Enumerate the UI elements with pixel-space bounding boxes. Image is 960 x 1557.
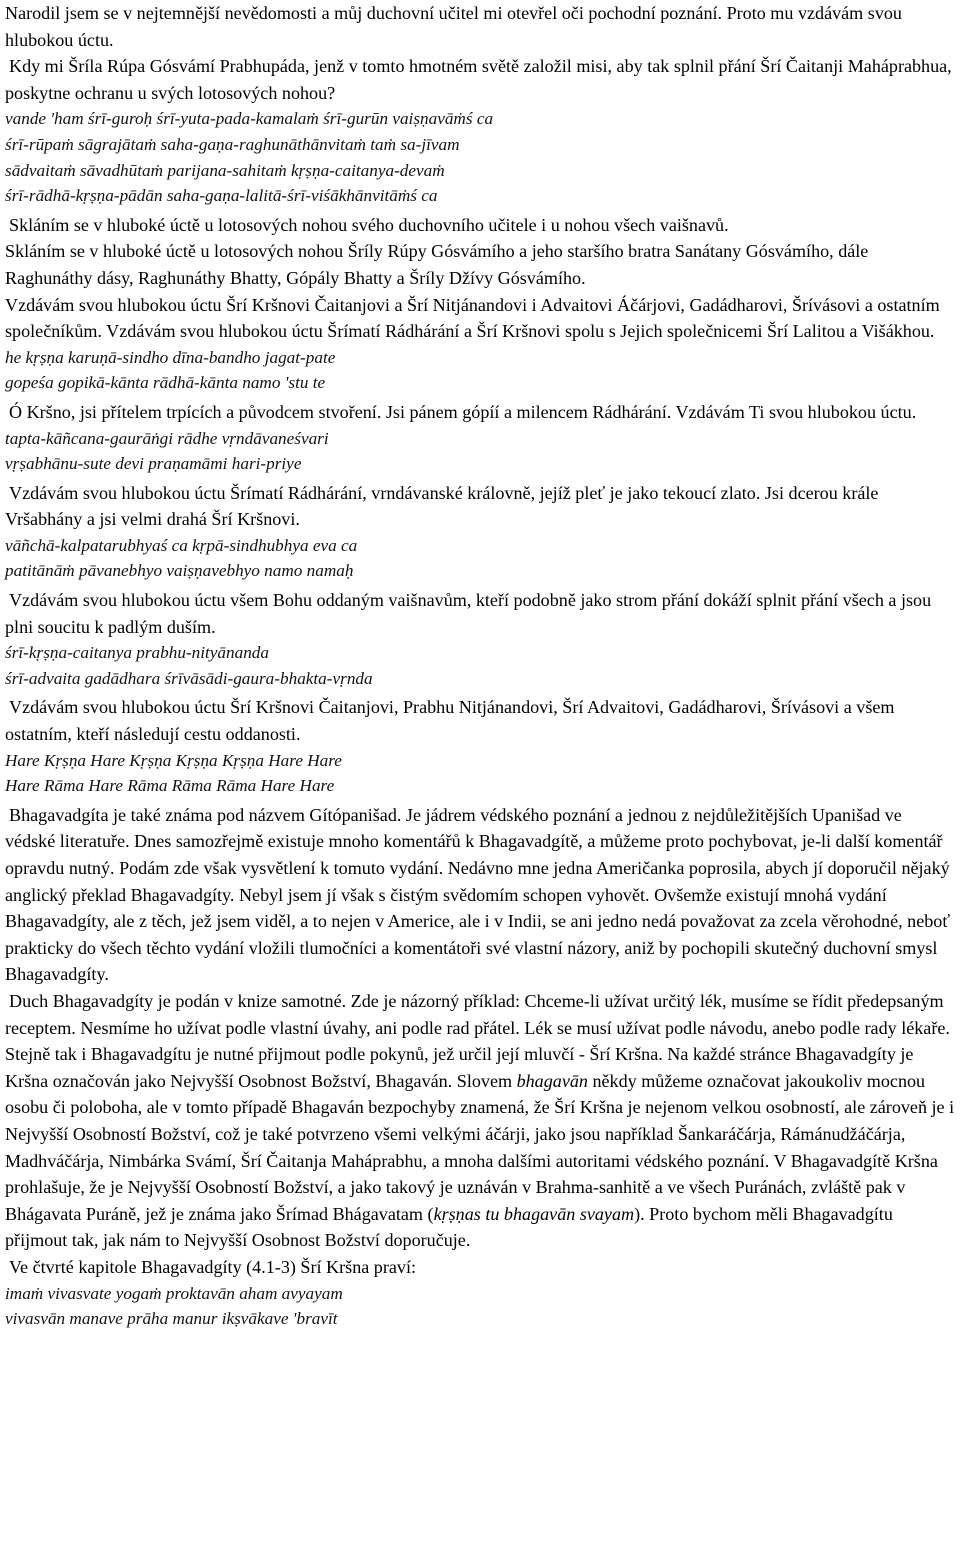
verse-line: sādvaitaṁ sāvadhūtaṁ parijana-sahitaṁ kṛṣṇa-caitanya-devaṁ (5, 160, 445, 180)
verse-imam-vivasvate (5, 1281, 956, 1332)
verse-line: Hare Rāma Hare Rāma Rāma Rāma Hare Hare (5, 776, 335, 796)
verse-line: vāñchā-kalpatarubhyaś ca kṛpā-sindhubhya eva ca (5, 535, 358, 555)
verse-line: tapta-kāñcana-gaurāṅgi rādhe vṛndāvaneśvari (5, 428, 329, 448)
verse-line: śrī-kṛṣṇa-caitanya prabhu-nityānanda (5, 643, 269, 663)
text-run: ). Proto bychom měli Bhagavadgítu přijmout tak, jak nám to Nejvyšší Osobnost Božství doporučuje. (5, 1203, 893, 1251)
verse-line: śrī-advaita gadādhara śrīvāsādi-gaura-bhakta-vṛnda (5, 668, 373, 688)
paragraph-spiritual-master: Skláním se v hluboké úctě u lotosových nohou svého duchovního učitele i u nohou všech vaišnavů. (9, 214, 729, 235)
paragraph-vaishnavas: Vzdávám svou hlubokou úctu všem Bohu oddaným vaišnavům, kteří podobně jako strom přání dokáží splnit přání všech a jsou plni soucitu k padlým duším. (5, 590, 932, 637)
italic-term: kṛṣṇas tu bhagavān svayam (433, 1203, 635, 1224)
paragraph-panca-tattva: Vzdávám svou hlubokou úctu Šrí Kršnovi Čaitanjovi, Prabhu Nitjánandovi, Šrí Advaitovi, Gadádharovi, Šrívásovi a všem ostatním, kteří následují cestu oddanosti. (5, 697, 895, 745)
text-run: někdy můžeme označovat jakoukoliv mocnou osobu či poloboha, ale v tomto případě Bhagaván bezpochyby znamená, že Šrí Kršna je nejenom velkou osobností, ale zároveň je i Nejvyšší Osobností Božství, což je také potvrzeno všemi velkými áčárji, jako jsou například Šankaráčárja, Rámánudžáčárja, Madhváčárja, Nimbárka Svámí, Šrí Čaitanja Maháprabhu, a mnoha dalšími autoritami védského poznání. V Bhagavadgítě Kršna prohlašuje, že je Nejvyšší Osobností Božství, a jako takový je uznáván v Brahma-sanhitě a ve všech Puránách, zvláště pak v Bhágavata Puráně, jež je známa jako Šrímad Bhágavatam ( (5, 1070, 955, 1224)
verse-line: śrī-rādhā-kṛṣṇa-pādān saha-gaṇa-lalitā-śrī-viśākhānvitāṁś ca (5, 186, 438, 206)
verse-line: imaṁ vivasvate yogaṁ proktavān aham avyayam (5, 1283, 343, 1303)
paragraph-spirit-of-gita (5, 988, 956, 1254)
verse-line: patitānāṁ pāvanebhyo vaiṣṇavebhyo namo namaḥ (5, 561, 354, 581)
text-run: Duch Bhagavadgíty je podán v knize samotné. Zde je názorný příklad: Chceme-li užívat určitý lék, musíme se řídit předepsaným receptem. Nesmíme ho užívat podle vlastní úvahy, ani podle rad přátel. Lék se musí užívat podle návodu, anebo podle rady lékaře. Stejně tak i Bhagavadgítu je nutné přijmout podle pokynů, jež určil její mluvčí - Šrí Kršna. Na každé stránce Bhagavadgíty je Kršna označován jako Nejvyšší Osobnost Božství, Bhagaván. Slovem (5, 990, 950, 1091)
verse-sri-krsna-caitanya (5, 640, 956, 691)
paragraph-goswamis: Skláním se v hluboké úctě u lotosových nohou Šríly Rúpy Gósvámího a jeho staršího bratra Sanátany Gósvámího, dále Raghunáthy dásy, Raghunáthy Bhatty, Gópály Bhatty a Šríly Džívy Gósvámího. (5, 241, 869, 288)
paragraph-rupa-goswami: Kdy mi Šríla Rúpa Gósvámí Prabhupáda, jenž v tomto hmotném světě založil misi, aby tak splnil přání Šrí Čaitanji Maháprabhua, poskytne ochranu u svých lotosových nohou? (5, 56, 952, 103)
italic-term: bhagavān (516, 1070, 588, 1091)
paragraph-gitopanisad: Bhagavadgíta je také známa pod názvem Gítópanišad. Je jádrem védského poznání a jednou z nejdůležitějších Upanišad ve védské literatuře. Dnes samozřejmě existuje mnoho komentářů k Bhagavadgítě, a můžeme proto pochybovat, je-li další komentář opravdu nutný. Podám zde však vysvětlení k tomuto vydání. Nedávno mne jedna Američanka poprosila, abych jí doporučil nějaký anglický překlad Bhagavadgíty. Nebyl jsem jí však s čistým svědomím schopen vyhovět. Ovšemže existují mnohá vydání Bhagavadgíty, ale z těch, jež jsem viděl, a to nejen v Americe, ale i v Indii, se ani jedno nedá považovat za zcela věrohodné, neboť prakticky do všech těchto vydání vložili tlumočníci a komentátoři své vlastní názory, aniž by pochopili skutečný duchovní smysl Bhagavadgíty. (5, 804, 951, 985)
verse-tapta-kancana (5, 426, 956, 477)
verse-line: vande 'ham śrī-guroḥ śrī-yuta-pada-kamalaṁ śrī-gurūn vaiṣṇavāṁś ca (5, 109, 494, 129)
verse-he-krsna (5, 345, 956, 396)
verse-line: śrī-rūpaṁ sāgrajātaṁ saha-gaṇa-raghunāthānvitaṁ taṁ sa-jīvam (5, 134, 460, 154)
verse-maha-mantra (5, 748, 956, 799)
verse-line: he kṛṣṇa karuṇā-sindho dīna-bandho jagat-pate (5, 347, 336, 367)
verse-line: vivasvān manave prāha manur ikṣvākave 'bravīt (5, 1309, 338, 1329)
verse-line: Hare Kṛṣṇa Hare Kṛṣṇa Kṛṣṇa Kṛṣṇa Hare Hare (5, 750, 342, 770)
verse-vande-ham (5, 106, 956, 208)
paragraph-associates: Vzdávám svou hlubokou úctu Šrí Kršnovi Čaitanjovi a Šrí Nitjánandovi i Advaitovi Áčárjovi, Gadádharovi, Šrívásovi a ostatním společníkům. Vzdávám svou hlubokou úctu Šrímatí Rádhárání a Šrí Kršnovi spolu s Jejich společnicemi Šrí Lalitou a Višákhou. (5, 294, 940, 342)
verse-line: gopeśa gopikā-kānta rādhā-kānta namo 'stu te (5, 373, 326, 393)
paragraph-fourth-chapter: Ve čtvrté kapitole Bhagavadgíty (4.1-3) Šrí Kršna praví: (9, 1256, 416, 1277)
paragraph-radharani: Vzdávám svou hlubokou úctu Šrímatí Rádhárání, vrndávanské královně, jejíž pleť je jako tekoucí zlato. Jsi dcerou krále Vršabhány a jsi velmi drahá Šrí Kršnovi. (5, 482, 879, 530)
paragraph-birth-ignorance: Narodil jsem se v nejtemnější nevědomosti a můj duchovní učitel mi otevřel oči pochodní poznání. Proto mu vzdávám svou hlubokou úctu. (5, 3, 902, 50)
verse-line: vṛṣabhānu-sute devi praṇamāmi hari-priye (5, 454, 302, 474)
paragraph-krsna-friend: Ó Kršno, jsi přítelem trpících a původcem stvoření. Jsi pánem gópíí a milencem Rádhárání. Vzdávám Ti svou hlubokou úctu. (9, 401, 917, 422)
verse-vancha-kalpataru (5, 533, 956, 584)
